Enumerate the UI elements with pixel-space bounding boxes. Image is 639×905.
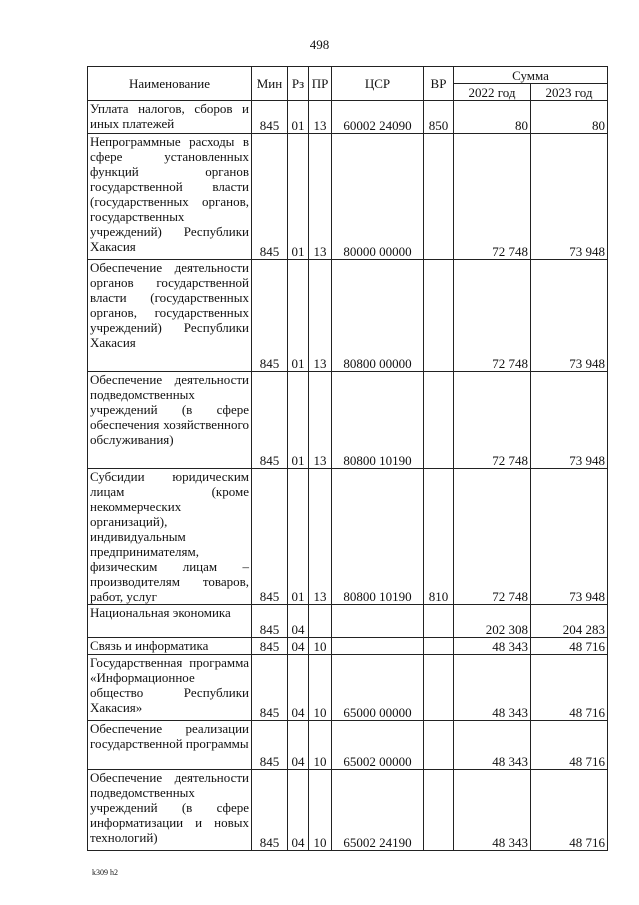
row-min: 845 (252, 605, 288, 638)
row-min: 845 (252, 638, 288, 655)
row-amount-2023: 73 948 (531, 372, 608, 469)
header-vr: ВР (424, 67, 454, 101)
row-amount-2022: 48 343 (454, 721, 531, 770)
row-csr (332, 638, 424, 655)
row-name: Обеспечение деятельности органов государственной власти (государственных органов, государственных учреждений) Республики Хакасия (88, 260, 252, 372)
header-rz: Рз (288, 67, 309, 101)
row-min: 845 (252, 655, 288, 721)
header-csr: ЦСР (332, 67, 424, 101)
table-row (88, 655, 608, 721)
row-min: 845 (252, 469, 288, 605)
row-rz: 04 (288, 605, 309, 638)
row-rz: 01 (288, 469, 309, 605)
row-csr: 80800 00000 (332, 260, 424, 372)
row-vr (424, 721, 454, 770)
row-csr: 80800 10190 (332, 469, 424, 605)
row-amount-2023: 80 (531, 101, 608, 134)
row-csr: 60002 24090 (332, 101, 424, 134)
row-min: 845 (252, 101, 288, 134)
row-rz: 04 (288, 638, 309, 655)
row-amount-2023: 73 948 (531, 260, 608, 372)
table-row (88, 605, 608, 638)
row-amount-2022: 48 343 (454, 655, 531, 721)
table-row (88, 101, 608, 134)
row-name: Государственная программа «Информационное общество Республики Хакасия» (88, 655, 252, 721)
row-name: Непрограммные расходы в сфере установленных функций органов государственной власти (государственных органов, государственных учреждений) Республики Хакасия (88, 134, 252, 260)
row-csr: 65002 24190 (332, 770, 424, 851)
row-amount-2022: 72 748 (454, 260, 531, 372)
row-amount-2023: 48 716 (531, 655, 608, 721)
row-csr: 80000 00000 (332, 134, 424, 260)
row-min: 845 (252, 770, 288, 851)
row-name: Обеспечение деятельности подведомственных учреждений (в сфере обеспечения хозяйственного обслуживания) (88, 372, 252, 469)
row-pr: 10 (309, 770, 332, 851)
table-row (88, 372, 608, 469)
row-vr: 810 (424, 469, 454, 605)
row-name: Национальная экономика (88, 605, 252, 638)
table-row (88, 469, 608, 605)
table-row (88, 260, 608, 372)
row-csr: 80800 10190 (332, 372, 424, 469)
row-pr: 13 (309, 134, 332, 260)
header-name: Наименование (88, 67, 252, 101)
row-pr: 13 (309, 372, 332, 469)
header-year-2023: 2023 год (531, 84, 608, 101)
row-min: 845 (252, 372, 288, 469)
row-amount-2022: 202 308 (454, 605, 531, 638)
row-amount-2023: 73 948 (531, 469, 608, 605)
row-name: Субсидии юридическим лицам (кроме некоммерческих организаций), индивидуальным предпринимателям, физическим лицам – производителям товаров, работ, услуг (88, 469, 252, 605)
row-vr (424, 638, 454, 655)
row-csr (332, 605, 424, 638)
row-vr (424, 655, 454, 721)
row-amount-2022: 72 748 (454, 134, 531, 260)
row-vr: 850 (424, 101, 454, 134)
row-pr: 10 (309, 638, 332, 655)
row-amount-2023: 48 716 (531, 770, 608, 851)
row-amount-2023: 48 716 (531, 638, 608, 655)
row-csr: 65002 00000 (332, 721, 424, 770)
row-vr (424, 372, 454, 469)
row-pr: 10 (309, 721, 332, 770)
row-pr: 13 (309, 469, 332, 605)
row-rz: 04 (288, 721, 309, 770)
table-row (88, 134, 608, 260)
header-sum: Сумма (454, 67, 608, 84)
row-amount-2022: 80 (454, 101, 531, 134)
row-vr (424, 770, 454, 851)
row-vr (424, 605, 454, 638)
row-amount-2022: 48 343 (454, 770, 531, 851)
header-min: Мин (252, 67, 288, 101)
row-amount-2022: 48 343 (454, 638, 531, 655)
row-name: Связь и информатика (88, 638, 252, 655)
row-amount-2022: 72 748 (454, 469, 531, 605)
row-rz: 04 (288, 655, 309, 721)
row-rz: 04 (288, 770, 309, 851)
row-rz: 01 (288, 372, 309, 469)
page-number: 498 (309, 37, 330, 52)
row-min: 845 (252, 721, 288, 770)
row-name: Обеспечение деятельности подведомственных учреждений (в сфере информатизации и новых технологий) (88, 770, 252, 851)
row-name: Обеспечение реализации государственной программы (88, 721, 252, 770)
row-vr (424, 134, 454, 260)
row-min: 845 (252, 134, 288, 260)
row-pr: 13 (309, 260, 332, 372)
budget-table (87, 66, 608, 851)
row-csr: 65000 00000 (332, 655, 424, 721)
row-pr: 10 (309, 655, 332, 721)
row-amount-2022: 72 748 (454, 372, 531, 469)
table-row (88, 721, 608, 770)
row-name: Уплата налогов, сборов и иных платежей (88, 101, 252, 134)
table-row (88, 638, 608, 655)
row-rz: 01 (288, 260, 309, 372)
row-rz: 01 (288, 134, 309, 260)
row-pr (309, 605, 332, 638)
header-pr: ПР (309, 67, 332, 101)
row-vr (424, 260, 454, 372)
row-amount-2023: 204 283 (531, 605, 608, 638)
header-year-2022: 2022 год (454, 84, 531, 101)
row-rz: 01 (288, 101, 309, 134)
row-amount-2023: 73 948 (531, 134, 608, 260)
footer-code: k309 h2 (92, 868, 118, 877)
row-amount-2023: 48 716 (531, 721, 608, 770)
row-min: 845 (252, 260, 288, 372)
table-row (88, 770, 608, 851)
row-pr: 13 (309, 101, 332, 134)
